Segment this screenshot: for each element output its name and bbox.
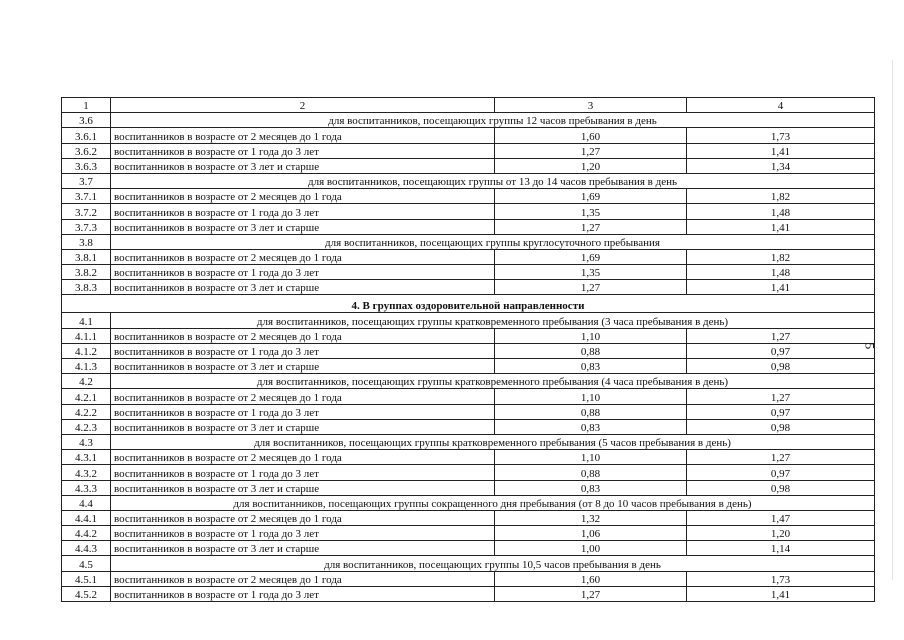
coefficient-col-4: 1,34	[687, 158, 875, 173]
coefficient-col-4: 1,82	[687, 249, 875, 264]
row-number: 3.7.2	[62, 204, 111, 219]
row-number: 3.8.1	[62, 249, 111, 264]
row-number: 4.3.2	[62, 465, 111, 480]
coefficient-col-4: 1,48	[687, 204, 875, 219]
row-number: 3.7	[62, 173, 111, 188]
table-row	[62, 189, 875, 204]
coefficient-col-3: 1,27	[495, 219, 687, 234]
table-row	[62, 204, 875, 219]
row-description: воспитанников в возрасте от 3 лет и старше	[111, 158, 495, 173]
coefficient-col-3: 1,10	[495, 389, 687, 404]
row-description: воспитанников в возрасте от 1 года до 3 лет	[111, 265, 495, 280]
row-description: воспитанников в возрасте от 3 лет и старше	[111, 219, 495, 234]
table-header-row	[62, 98, 875, 113]
coefficient-col-3: 1,32	[495, 510, 687, 525]
row-description: воспитанников в возрасте от 3 лет и старше	[111, 419, 495, 434]
row-number: 4.3	[62, 434, 111, 449]
coefficient-col-4: 1,27	[687, 389, 875, 404]
row-number: 4.2.3	[62, 419, 111, 434]
table-row	[62, 480, 875, 495]
row-description: воспитанников в возрасте от 3 лет и старше	[111, 541, 495, 556]
coefficient-col-3: 1,10	[495, 328, 687, 343]
coefficient-col-3: 1,60	[495, 128, 687, 143]
coefficient-col-4: 1,14	[687, 541, 875, 556]
header-col-4: 4	[687, 98, 875, 113]
coefficient-col-4: 0,98	[687, 480, 875, 495]
row-number: 4.1.1	[62, 328, 111, 343]
coefficient-col-3: 0,88	[495, 343, 687, 358]
page-number: 5	[862, 342, 878, 350]
row-number: 4.2	[62, 374, 111, 389]
row-description: воспитанников в возрасте от 2 месяцев до 1 года	[111, 328, 495, 343]
row-number: 4.5.1	[62, 571, 111, 586]
row-number: 4.2.2	[62, 404, 111, 419]
row-number: 3.6	[62, 113, 111, 128]
coefficient-col-3: 1,20	[495, 158, 687, 173]
row-number: 4.4	[62, 495, 111, 510]
row-description: воспитанников в возрасте от 2 месяцев до 1 года	[111, 571, 495, 586]
coefficient-col-4: 1,20	[687, 526, 875, 541]
group-description: для воспитанников, посещающих группы кратковременного пребывания (4 часа пребывания в день)	[111, 374, 875, 389]
coefficient-col-4: 1,41	[687, 143, 875, 158]
row-number: 4.4.3	[62, 541, 111, 556]
row-number: 4.3.3	[62, 480, 111, 495]
group-description: для воспитанников, посещающих группы 12 часов пребывания в день	[111, 113, 875, 128]
row-number: 4.3.1	[62, 450, 111, 465]
row-number: 4.5.2	[62, 586, 111, 601]
coefficient-col-4: 0,97	[687, 343, 875, 358]
coefficient-col-4: 0,97	[687, 404, 875, 419]
table-row	[62, 450, 875, 465]
table-row	[62, 465, 875, 480]
row-number: 3.6.3	[62, 158, 111, 173]
row-number: 4.2.1	[62, 389, 111, 404]
header-col-1: 1	[62, 98, 111, 113]
row-number: 4.4.2	[62, 526, 111, 541]
row-number: 3.8	[62, 234, 111, 249]
row-description: воспитанников в возрасте от 1 года до 3 лет	[111, 586, 495, 601]
group-description: для воспитанников, посещающих группы сокращенного дня пребывания (от 8 до 10 часов пребывания в день)	[111, 495, 875, 510]
group-row	[62, 556, 875, 571]
row-number: 3.8.3	[62, 280, 111, 295]
row-number: 3.6.1	[62, 128, 111, 143]
coefficient-col-3: 1,10	[495, 450, 687, 465]
table-row	[62, 359, 875, 374]
row-number: 3.8.2	[62, 265, 111, 280]
coefficient-col-4: 1,48	[687, 265, 875, 280]
table-row	[62, 280, 875, 295]
row-description: воспитанников в возрасте от 3 лет и старше	[111, 280, 495, 295]
row-description: воспитанников в возрасте от 1 года до 3 лет	[111, 526, 495, 541]
coefficient-col-4: 1,41	[687, 280, 875, 295]
coefficient-col-4: 0,97	[687, 465, 875, 480]
row-description: воспитанников в возрасте от 1 года до 3 лет	[111, 343, 495, 358]
table-row	[62, 586, 875, 601]
table-row	[62, 265, 875, 280]
row-description: воспитанников в возрасте от 1 года до 3 лет	[111, 465, 495, 480]
row-number: 4.1.3	[62, 359, 111, 374]
header-col-2: 2	[111, 98, 495, 113]
row-number: 4.4.1	[62, 510, 111, 525]
coefficient-col-4: 1,47	[687, 510, 875, 525]
group-description: для воспитанников, посещающих группы круглосуточного пребывания	[111, 234, 875, 249]
row-description: воспитанников в возрасте от 2 месяцев до 1 года	[111, 450, 495, 465]
section-title: 4. В группах оздоровительной направленности	[62, 295, 875, 313]
row-description: воспитанников в возрасте от 2 месяцев до 1 года	[111, 510, 495, 525]
row-number: 4.1	[62, 313, 111, 328]
coefficient-col-3: 0,83	[495, 419, 687, 434]
group-description: для воспитанников, посещающих группы от 13 до 14 часов пребывания в день	[111, 173, 875, 188]
table-row	[62, 128, 875, 143]
coefficient-col-3: 0,83	[495, 480, 687, 495]
coefficient-col-4: 0,98	[687, 359, 875, 374]
coefficient-col-3: 1,35	[495, 265, 687, 280]
group-row	[62, 434, 875, 449]
row-description: воспитанников в возрасте от 2 месяцев до 1 года	[111, 128, 495, 143]
table-row	[62, 343, 875, 358]
row-number: 3.7.3	[62, 219, 111, 234]
row-number: 3.6.2	[62, 143, 111, 158]
table-row	[62, 249, 875, 264]
group-description: для воспитанников, посещающих группы кратковременного пребывания (3 часа пребывания в день)	[111, 313, 875, 328]
coefficient-col-4: 1,27	[687, 328, 875, 343]
group-row	[62, 374, 875, 389]
coefficients-table	[61, 97, 878, 602]
row-description: воспитанников в возрасте от 1 года до 3 лет	[111, 404, 495, 419]
group-row	[62, 113, 875, 128]
coefficient-col-3: 1,27	[495, 280, 687, 295]
table-body	[62, 98, 878, 602]
coefficient-col-4: 1,27	[687, 450, 875, 465]
table-row	[62, 541, 875, 556]
header-col-3: 3	[495, 98, 687, 113]
row-number: 3.7.1	[62, 189, 111, 204]
coefficient-col-3: 1,00	[495, 541, 687, 556]
row-description: воспитанников в возрасте от 1 года до 3 лет	[111, 143, 495, 158]
coefficient-col-4: 1,73	[687, 128, 875, 143]
coefficient-col-3: 0,88	[495, 465, 687, 480]
coefficient-col-3: 1,06	[495, 526, 687, 541]
table-row	[62, 328, 875, 343]
table-row	[62, 419, 875, 434]
group-description: для воспитанников, посещающих группы 10,5 часов пребывания в день	[111, 556, 875, 571]
group-row	[62, 234, 875, 249]
coefficient-col-3: 1,27	[495, 143, 687, 158]
table-row	[62, 510, 875, 525]
coefficient-col-3: 0,88	[495, 404, 687, 419]
coefficient-col-3: 1,69	[495, 189, 687, 204]
group-description: для воспитанников, посещающих группы кратковременного пребывания (5 часов пребывания в день)	[111, 434, 875, 449]
row-description: воспитанников в возрасте от 1 года до 3 лет	[111, 204, 495, 219]
row-description: воспитанников в возрасте от 2 месяцев до 1 года	[111, 249, 495, 264]
table-row	[62, 389, 875, 404]
coefficient-col-3: 1,69	[495, 249, 687, 264]
coefficient-col-4: 0,98	[687, 419, 875, 434]
row-number: 4.1.2	[62, 343, 111, 358]
row-description: воспитанников в возрасте от 2 месяцев до 1 года	[111, 389, 495, 404]
coefficient-col-4: 1,82	[687, 189, 875, 204]
coefficient-col-4: 1,41	[687, 586, 875, 601]
group-row	[62, 313, 875, 328]
row-description: воспитанников в возрасте от 3 лет и старше	[111, 480, 495, 495]
table-row	[62, 404, 875, 419]
group-row	[62, 495, 875, 510]
table-row	[62, 158, 875, 173]
coefficient-col-3: 1,35	[495, 204, 687, 219]
coefficient-col-4: 1,41	[687, 219, 875, 234]
table-row	[62, 526, 875, 541]
coefficient-col-3: 1,27	[495, 586, 687, 601]
section-heading-row	[62, 295, 875, 313]
coefficient-col-3: 1,60	[495, 571, 687, 586]
group-row	[62, 173, 875, 188]
table-row	[62, 143, 875, 158]
coefficient-col-4: 1,73	[687, 571, 875, 586]
table-row	[62, 571, 875, 586]
coefficient-col-3: 0,83	[495, 359, 687, 374]
scan-edge-line	[892, 60, 893, 580]
row-number: 4.5	[62, 556, 111, 571]
table-row	[62, 219, 875, 234]
row-description: воспитанников в возрасте от 3 лет и старше	[111, 359, 495, 374]
row-description: воспитанников в возрасте от 2 месяцев до 1 года	[111, 189, 495, 204]
